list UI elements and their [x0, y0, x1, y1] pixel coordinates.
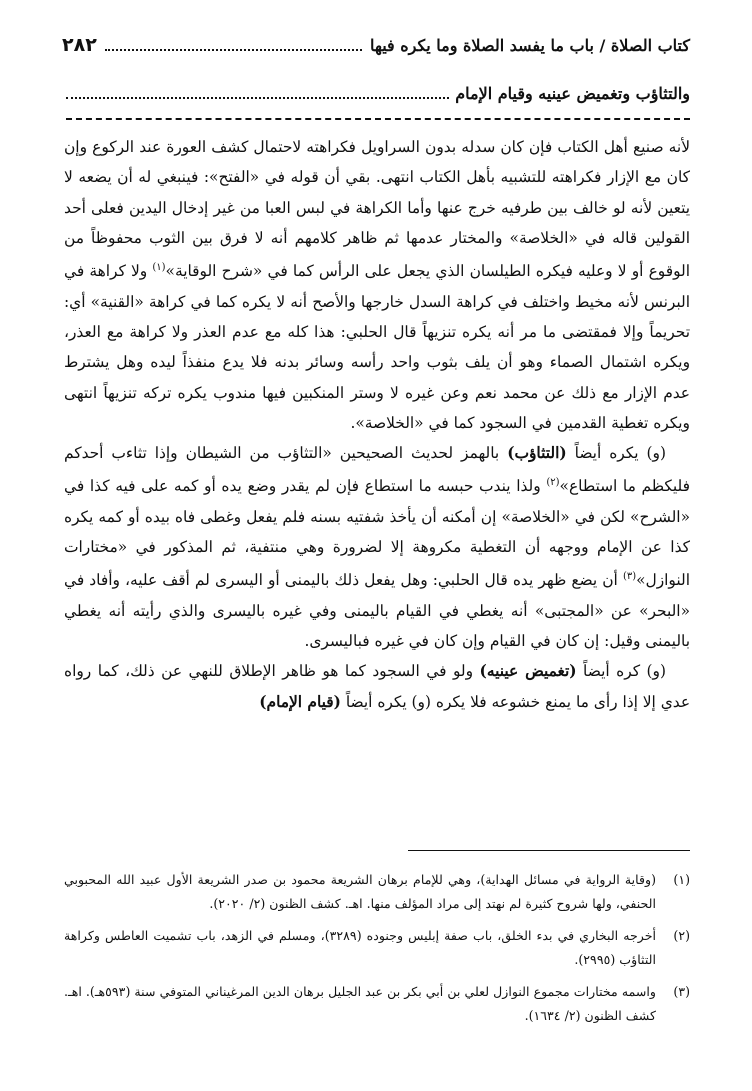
footnote-ref: (٢) — [546, 477, 560, 489]
text-segment: (و) يكره أيضاً — [566, 444, 666, 463]
footnote-number: (٣) — [673, 984, 690, 999]
footnote-ref: (١) — [152, 262, 166, 274]
footnote — [64, 980, 690, 1028]
paragraph — [64, 132, 690, 438]
text-segment: ولا كراهة في البرنس لأنه مخيط واختلف في كراهة السدل خارجها والأصح أنه لا يكره كما في كراهة «القنية» أي: تحريماً وإلا فمقتضى ما مر أنه يكره تنزيهاً قال الحلبي: هذا كله مع عدم العذر ولا كراهة مع العذر، ويكره اشتمال الصماء وهو أن يلف بثوب واحد رأسه وسائر بدنه فلا يدع منفذاً ليده وهل يشترط عدم الإزار مع ذلك عن محمد نعم وعن غيره لا وستر المنكبين فيها مندوب يكره تركه تنزيهاً انتهى ويكره تغطية القدمين في السجود كما في «الخلاصة». — [64, 262, 690, 432]
footnotes — [64, 868, 690, 1036]
matn-heading-text: والتثاؤب وتغميض عينيه وقيام الإمام — [455, 84, 690, 103]
header-divider — [66, 118, 690, 120]
footnote-ref: (٣) — [622, 571, 637, 583]
paragraph — [64, 656, 690, 717]
main-text — [64, 132, 690, 717]
footnote-divider — [408, 850, 690, 851]
footnote-text: (وقاية الرواية في مسائل الهداية)، وهي للإمام برهان الشريعة محمود بن صدر الشريعة الأول عبيد الله المحبوبي الحنفي، ولها شروح كثيرة لم نهتد إلى مراد المؤلف منها. اهـ. كشف الظنون (٢/ ٢٠٢٠). — [64, 872, 656, 911]
footnote-text: أخرجه البخاري في بدء الخلق، باب صفة إبليس وجنوده (٣٢٨٩)، ومسلم في الزهد، باب تشميت العاطس وكراهة التثاؤب (٢٩٩٥). — [64, 928, 656, 967]
footnote-text: واسمه مختارات مجموع النوازل لعلي بن أبي بكر بن عبد الجليل برهان الدين المرغيناني المتوفي سنة (٥٩٣هـ). اهـ. كشف الظنون (٢/ ١٦٣٤). — [64, 984, 656, 1023]
matn-dot-leader — [66, 96, 449, 99]
footnote — [64, 924, 690, 972]
text-segment: بالهمز لحديث الصحيحين «التثاؤب من الشيطان وإذا تثاءب أحدكم فليكظم ما استطاع» — [64, 444, 690, 496]
running-header-title: كتاب الصلاة / باب ما يفسد الصلاة وما يكره فيها — [369, 36, 690, 55]
text-segment: (و) كره أيضاً — [576, 662, 666, 681]
matn-term: (التثاؤب) — [507, 444, 567, 463]
matn-term: (تغميض عينيه) — [479, 662, 577, 681]
header-dot-leader — [105, 48, 362, 51]
paragraph — [64, 438, 690, 656]
text-segment: أن يضع ظهر يده قال الحلبي: وهل يفعل ذلك باليمنى أو اليسرى لم أقف عليه، وأفاد في «البحر» عن «المجتبى» أنه يغطي في القيام باليمنى وفي غيره باليسرى والذي رأيته أنه يغطي باليمنى وقيل: إن كان في القيام وإن كان في غيره فباليسرى. — [64, 571, 690, 651]
text-segment: لأنه صنيع أهل الكتاب فإن كان سدله بدون السراويل فكراهته لاحتمال كشف العورة عند الركوع وإن كان مع الإزار فكراهته للتشبيه بأهل الكتاب انتهى. بقي أن قوله في «الفتح»: فينبغي له أن يضعه لا يتعين لأنه لو خالف بين طرفيه خرج عنها وأما الكراهة في لبس العبا من غير إدخال اليدين فعلى أحد القولين قاله في «الخلاصة» والمختار عدمها ثم ظاهر كلامهم أنه لا فرق بين الثوب محفوظاً من الوقوع أو لا وعليه فيكره الطيلسان الذي يجعل على الرأس كما في «شرح الوقاية» — [64, 138, 690, 281]
footnote-number: (٢) — [673, 928, 690, 943]
matn-term: (قيام الإمام) — [259, 692, 341, 711]
footnote — [64, 868, 690, 916]
page-number: ٢٨٢ — [62, 34, 97, 56]
running-header — [62, 34, 690, 56]
text-segment: ولو في السجود كما هو ظاهر الإطلاق للنهي عن ذلك، كما رواه عدي إلا إذا رأى ما يمنع خشوعه فلا يكره (و) يكره أيضاً — [64, 662, 690, 711]
matn-heading — [66, 84, 690, 103]
text-segment: ولذا يندب حبسه ما استطاع فإن لم يقدر وضع يده أو كمه على فيه كذا في «الشرح» لكن في «الخلاصة» إن أمكنه أن يأخذ شفتيه بسنه فلم يفعل وغطى فاه بيده أو كمه يكره كذا عن الإمام ووجهه أن التغطية مكروهة إلا لضرورة وهي منتفية، ثم المذكور في «مختارات النوازل» — [64, 477, 690, 590]
footnote-number: (١) — [673, 872, 690, 887]
